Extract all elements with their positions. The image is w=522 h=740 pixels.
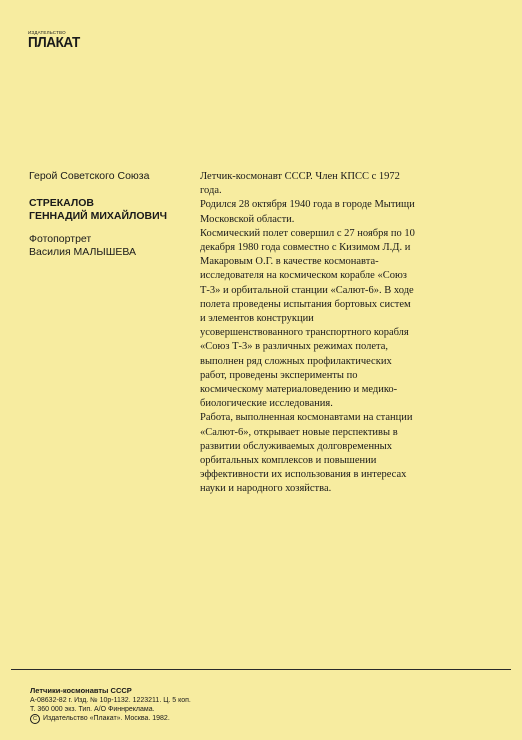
imprint-line-3-row xyxy=(30,714,330,724)
footer-divider xyxy=(11,669,511,670)
biography xyxy=(200,170,415,497)
person-given-names: ГЕННАДИЙ МИХАЙЛОВИЧ xyxy=(29,209,168,222)
photo-credit-label: Фотопортрет xyxy=(29,233,92,245)
imprint-line-3: Издательство «Плакат». Москва. 1982. xyxy=(43,714,170,722)
imprint-line-2: Т. 360 000 экз. Тип. А/О Финнреклама. xyxy=(30,705,155,713)
photo-credit-author: Василия МАЛЫШЕВА xyxy=(29,245,137,258)
person-name xyxy=(29,197,179,222)
bio-paragraph-3: Космический полет совершил с 27 ноября по 10 декабря 1980 года совместно с Кизимом Л.Д. и Макаровым О.Г. в качестве космонавта-исследователя на космическом корабле «Союз Т-3» и орбитальной станции «Салют-6». В ходе полета проведены испытания бортовых систем и элементов конструкции усовершенствованного транспортного корабля «Союз Т-3» в различных режимах полета, выполнен ряд сложных профилактических работ, проведены эксперименты по космическому материаловедению и медико-биологические исследования. xyxy=(200,227,415,410)
imprint-footer xyxy=(30,687,330,724)
publisher-logo-main: ПЛАКАТ xyxy=(28,34,80,51)
series-title: Летчики-космонавты СССР xyxy=(30,686,132,695)
publisher-logo-top: ИЗДАТЕЛЬСТВО xyxy=(28,30,66,35)
left-column xyxy=(29,170,179,258)
photo-credit xyxy=(29,233,179,258)
copyright-icon: C xyxy=(30,714,40,724)
hero-title: Герой Советского Союза xyxy=(29,170,150,182)
bio-paragraph-1: Летчик-космонавт СССР. Член КПСС с 1972 года. xyxy=(200,171,400,197)
bio-paragraph-2: Родился 28 октября 1940 года в городе Мытищи Московской области. xyxy=(200,199,415,225)
publisher-logo xyxy=(28,30,80,51)
imprint-line-1: А-08632-82 г. Изд. № 10р-1132. 1223211. Ц. 5 коп. xyxy=(30,696,191,704)
person-surname: СТРЕКАЛОВ xyxy=(29,197,94,209)
bio-paragraph-4: Работа, выполненная космонавтами на станции «Салют-6», открывает новые перспективы в развитии обслуживаемых долговременных орбитальных комплексов и повышении эффективности их использования в интересах науки и народного хозяйства. xyxy=(200,412,413,495)
